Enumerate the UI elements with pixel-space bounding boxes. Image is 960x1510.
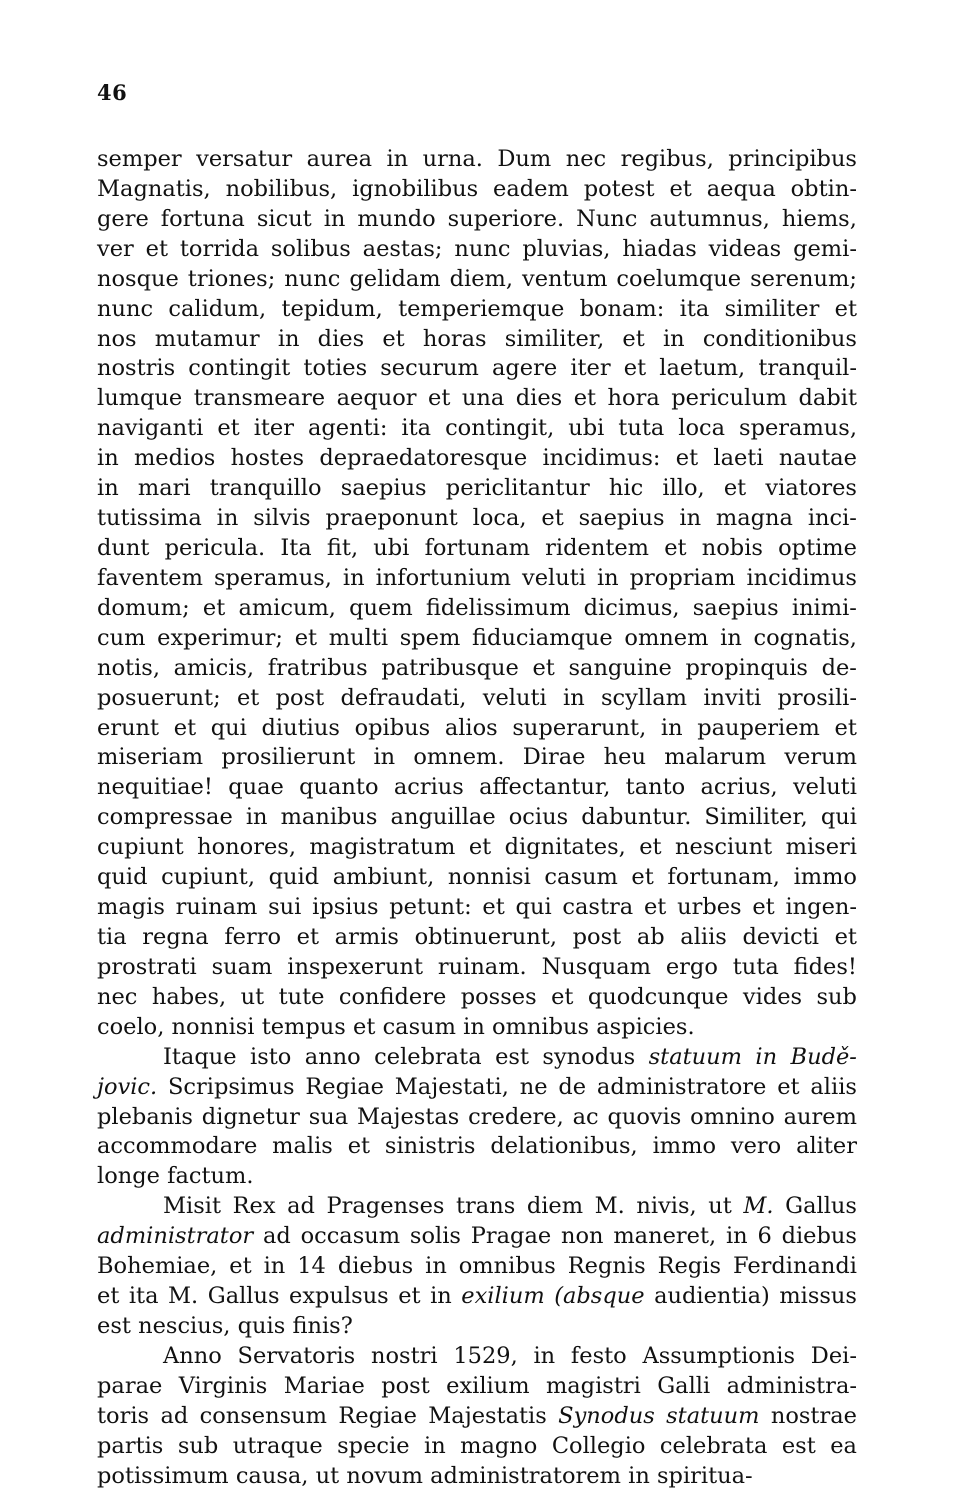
text-line: administrator ad occasum solis Pragae non maneret, in 6 diebus xyxy=(97,1223,857,1250)
text-line: magis ruinam sui ipsius petunt: et qui castra et urbes et ingen- xyxy=(97,894,857,921)
text-line: lumque transmeare aequor et una dies et hora periculum dabit xyxy=(97,385,857,412)
body-text xyxy=(97,145,857,1491)
text-line: posuerunt; et post defraudati, veluti in scyllam inviti prosili- xyxy=(97,684,857,711)
text-line: toris ad consensum Regiae Majestatis Synodus statuum nostrae xyxy=(97,1402,857,1429)
text-line: faventem speramus, in infortunium veluti in propriam incidimus xyxy=(97,564,857,591)
text-line: potissimum causa, ut novum administratorem in spiritua- xyxy=(97,1462,753,1489)
text-line: dunt pericula. Ita fit, ubi fortunam ridentem et nobis optime xyxy=(97,534,857,561)
text-line: Magnatis, nobilibus, ignobilibus eadem potest et aequa obtin- xyxy=(97,175,857,202)
text-line: Bohemiae, et in 14 diebus in omnibus Regnis Regis Ferdinandi xyxy=(97,1253,857,1280)
text-line: domum; et amicum, quem fidelissimum dicimus, saepius inimi- xyxy=(97,594,857,621)
text-line: et ita M. Gallus expulsus et in exilium (absque audientia) missus xyxy=(97,1283,857,1310)
text-line: cum experimur; et multi spem fiduciamque omnem in cognatis, xyxy=(97,624,857,651)
text-line: Itaque isto anno celebrata est synodus statuum in Budě- xyxy=(163,1043,857,1070)
text-line: accommodare malis et sinistris delationibus, immo vero aliter xyxy=(97,1133,857,1160)
text-line: semper versatur aurea in urna. Dum nec regibus, principibus xyxy=(97,146,857,172)
text-line: nunc calidum, tepidum, temperiemque bonam: ita similiter et xyxy=(97,295,857,322)
text-line: quid cupiunt, quid ambiunt, nonnisi casum et fortunam, immo xyxy=(97,864,857,891)
text-line: cupiunt honores, magistratum et dignitates, et nesciunt miseri xyxy=(97,834,857,861)
text-line: nosque triones; nunc gelidam diem, ventum coelumque serenum; xyxy=(97,265,857,292)
text-line: parae Virginis Mariae post exilium magistri Galli administra- xyxy=(97,1372,857,1399)
text-line: naviganti et iter agenti: ita contingit, ubi tuta loca speramus, xyxy=(97,415,857,442)
text-line: ver et torrida solibus aestas; nunc pluvias, hiadas videas gemi- xyxy=(97,235,857,262)
text-line: plebanis dignetur sua Majestas credere, ac quovis omnino aurem xyxy=(97,1103,857,1130)
text-line: gere fortuna sicut in mundo superiore. Nunc autumnus, hiems, xyxy=(97,205,857,232)
text-line: nos mutamur in dies et horas similiter, et in conditionibus xyxy=(97,325,857,352)
text-line: partis sub utraque specie in magno Collegio celebrata est ea xyxy=(97,1432,857,1459)
text-line: compressae in manibus anguillae ocius dabuntur. Similiter, qui xyxy=(97,804,857,831)
text-line: erunt et qui diutius opibus alios superarunt, in pauperiem et xyxy=(97,714,857,741)
text-line: Misit Rex ad Pragenses trans diem M. nivis, ut M. Gallus xyxy=(163,1193,857,1220)
text-line: nec habes, ut tute confidere posses et quodcunque vides sub xyxy=(97,983,857,1010)
text-line: nostris contingit toties securum agere iter et laetum, tranquil- xyxy=(97,355,857,382)
text-line: in medios hostes depraedatoresque incidimus: et laeti nautae xyxy=(97,445,857,472)
text-line: notis, amicis, fratribus patribusque et sanguine propinquis de- xyxy=(97,654,857,681)
page-number: 46 xyxy=(97,80,128,105)
text-line: est nescius, quis finis? xyxy=(97,1312,353,1339)
text-line: tutissima in silvis praeponunt loca, et saepius in magna inci- xyxy=(97,505,857,532)
text-line: longe factum. xyxy=(97,1163,254,1190)
text-line: nequitiae! quae quanto acrius affectantur, tanto acrius, veluti xyxy=(97,774,857,801)
text-line: miseriam prosilierunt in omnem. Dirae heu malarum verum xyxy=(97,744,857,771)
text-line: Anno Servatoris nostri 1529, in festo Assumptionis Dei- xyxy=(163,1342,857,1369)
text-line: coelo, nonnisi tempus et casum in omnibus aspicies. xyxy=(97,1013,695,1040)
text-line: jovic. Scripsimus Regiae Majestati, ne de administratore et aliis xyxy=(97,1073,857,1100)
text-line: in mari tranquillo saepius periclitantur hic illo, et viatores xyxy=(97,475,857,502)
text-line: prostrati suam inspexerunt ruinam. Nusquam ergo tuta fides! xyxy=(97,953,857,980)
text-line: tia regna ferro et armis obtinuerunt, post ab aliis devicti et xyxy=(97,923,857,950)
